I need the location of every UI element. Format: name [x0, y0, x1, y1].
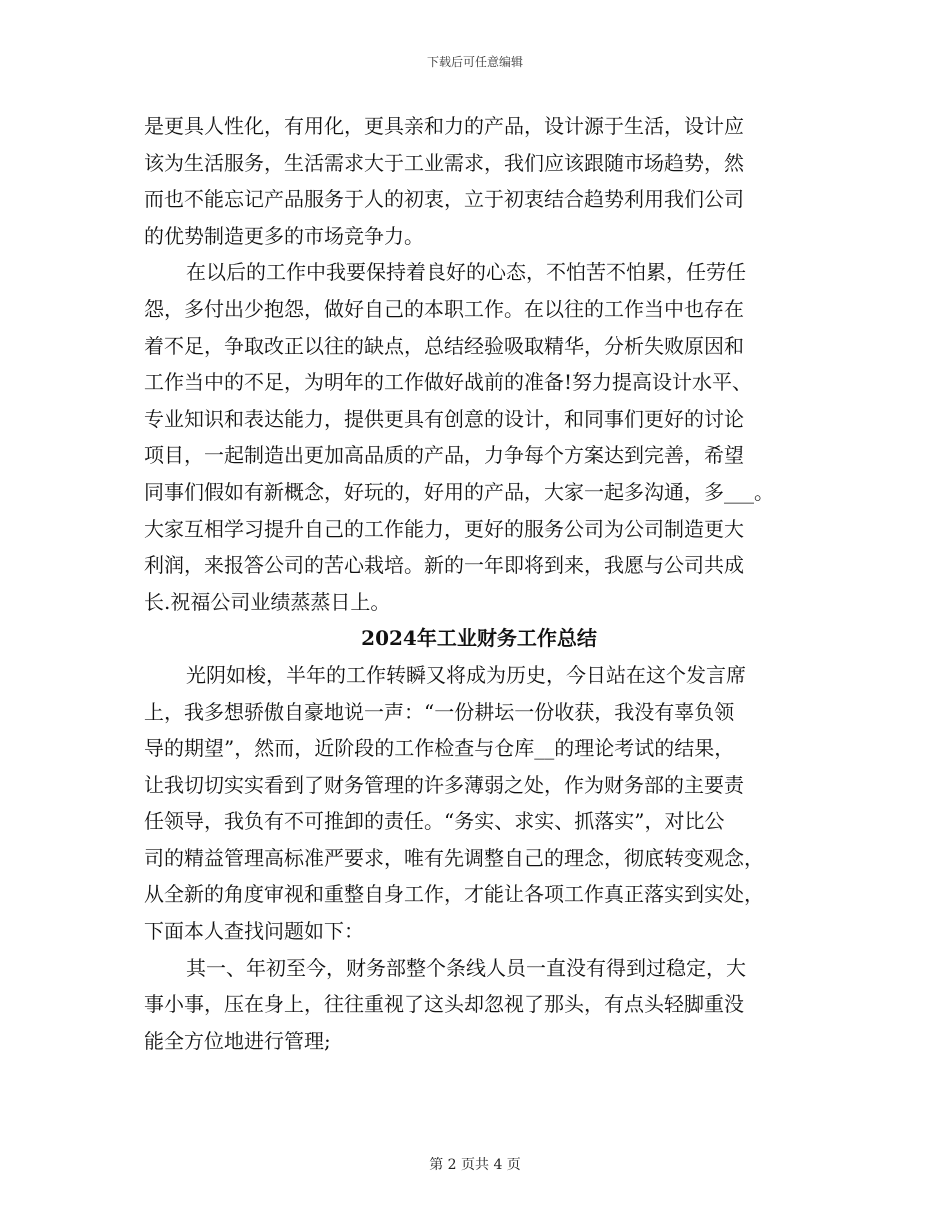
paragraph — [144, 254, 814, 620]
page-footer: 第 2 页共 4 页 — [429, 1157, 521, 1173]
text-line: 任领导，我负有不可推卸的责任。“务实、求实、抓落实”，对比公 — [144, 809, 725, 834]
text-line: 长.祝福公司业绩蒸蒸日上。 — [144, 589, 391, 614]
text-line: 利润，来报答公司的苦心栽培。新的一年即将到来，我愿与公司共成 — [144, 553, 744, 578]
text-line: 着不足，争取改正以往的缺点，总结经验吸取精华，分析失败原因和 — [144, 333, 744, 358]
text-line: 从全新的角度审视和重整自身工作，才能让各项工作真正落实到实处， — [144, 882, 764, 907]
text-line: 该为生活服务，生活需求大于工业需求，我们应该跟随市场趋势，然 — [144, 150, 744, 175]
paragraph — [144, 108, 814, 254]
text-line: 而也不能忘记产品服务于人的初衷，立于初衷结合趋势利用我们公司 — [144, 187, 744, 212]
document-body — [144, 108, 814, 1059]
text-line: 怨，多付出少抱怨，做好自己的本职工作。在以往的工作当中也存在 — [144, 296, 744, 321]
text-line: 下面本人查找问题如下： — [144, 919, 364, 944]
text-line: 光阴如梭，半年的工作转瞬又将成为历史，今日站在这个发言席 — [186, 662, 746, 687]
text-line: 大家互相学习提升自己的工作能力，更好的服务公司为公司制造更大 — [144, 516, 744, 541]
text-line: 导的期望”，然而，近阶段的工作检查与仓库__的理论考试的结果， — [144, 736, 735, 761]
paragraph — [144, 657, 814, 950]
text-line: 项目，一起制造出更加高品质的产品，力争每个方案达到完善，希望 — [144, 443, 744, 468]
paragraph — [144, 950, 814, 1060]
text-line: 的优势制造更多的市场竞争力。 — [144, 223, 424, 248]
text-line: 其一、年初至今，财务部整个条线人员一直没有得到过稳定，大 — [186, 955, 746, 980]
text-line: 同事们假如有新概念，好玩的，好用的产品，大家一起多沟通，多___。 — [144, 479, 774, 504]
text-line: 专业知识和表达能力，提供更具有创意的设计，和同事们更好的讨论 — [144, 406, 744, 431]
text-line: 事小事，压在身上，往往重视了这头却忽视了那头，有点头轻脚重没 — [144, 992, 744, 1017]
text-line: 上，我多想骄傲自豪地说一声：“一份耕坛一份收获，我没有辜负领 — [144, 699, 735, 724]
text-line: 让我切切实实看到了财务管理的许多薄弱之处，作为财务部的主要责 — [144, 772, 744, 797]
text-line: 是更具人性化，有用化，更具亲和力的产品，设计源于生活，设计应 — [144, 114, 744, 138]
text-line: 在以后的工作中我要保持着良好的心态，不怕苦不怕累，任劳任 — [186, 260, 746, 285]
text-line: 能全方位地进行管理; — [144, 1028, 331, 1053]
text-line: 工作当中的不足，为明年的工作做好战前的准备!努力提高设计水平、 — [144, 370, 753, 395]
text-line: 司的精益管理高标准严要求，唯有先调整自己的理念，彻底转变观念， — [144, 845, 764, 870]
section-title: 2024年工业财务工作总结 — [361, 626, 597, 651]
page-header: 下载后可任意编辑 — [426, 55, 523, 69]
